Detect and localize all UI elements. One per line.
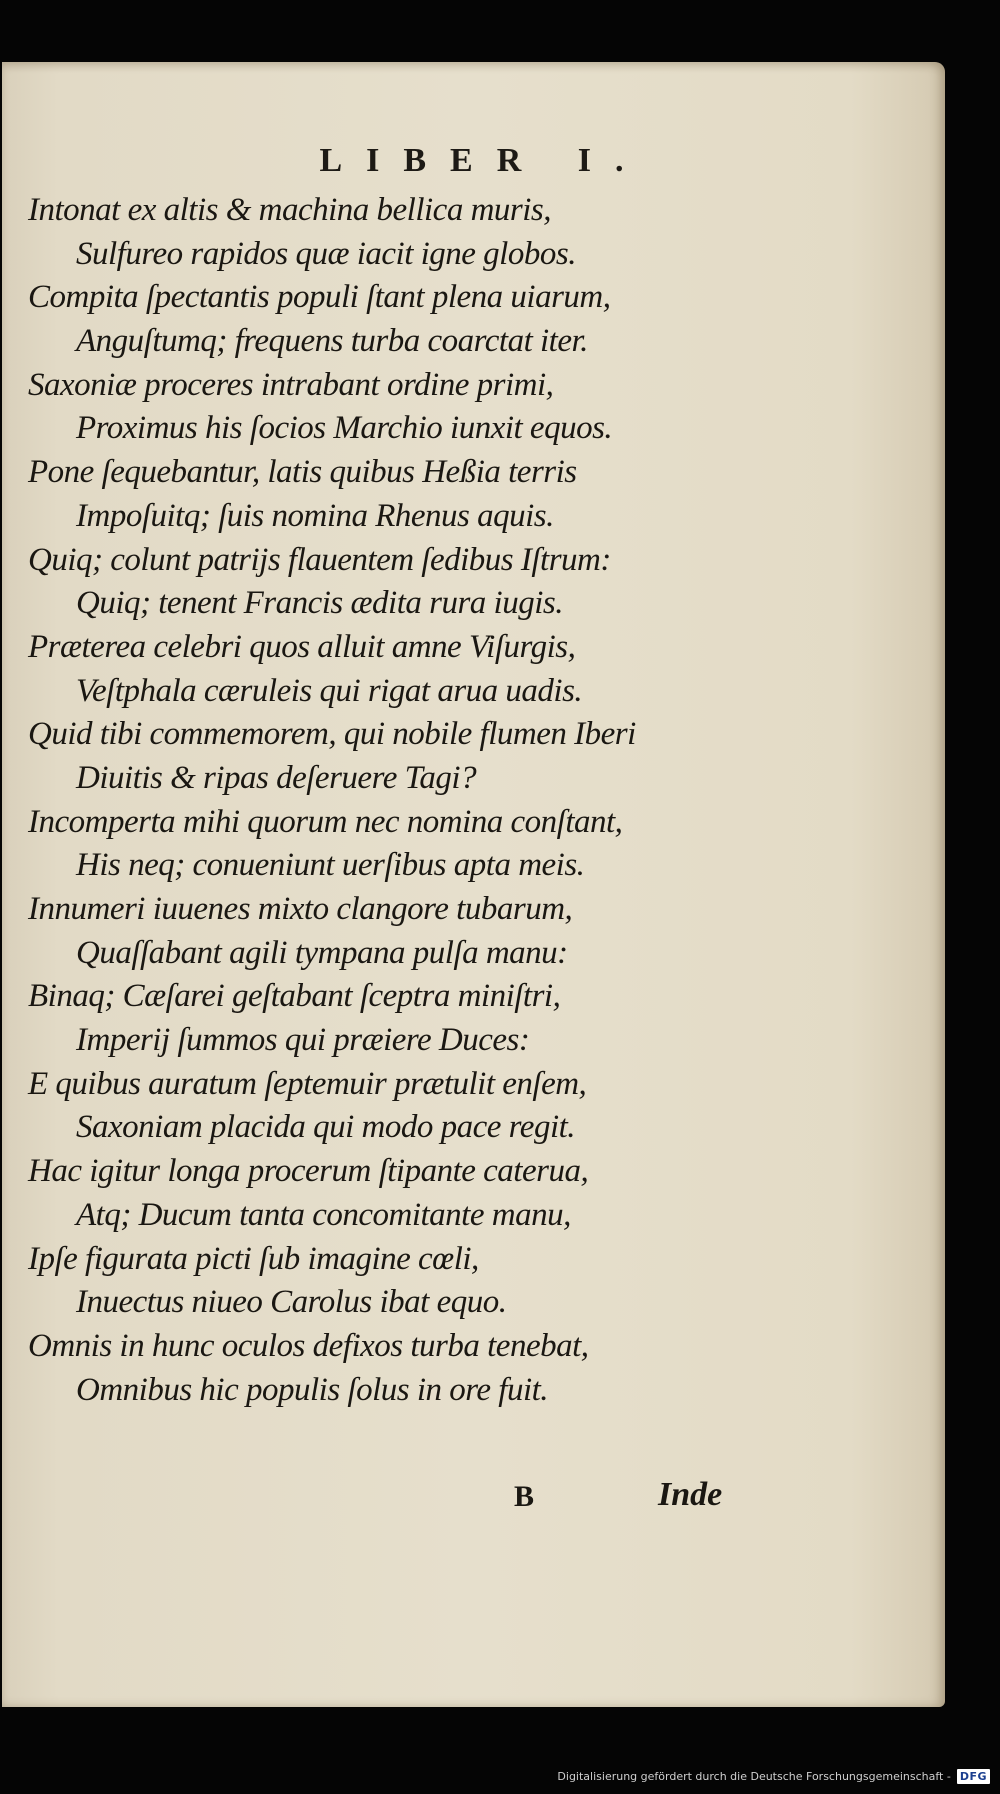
- verse-line: Binaq; Cæſarei geſtabant ſceptra miniſtri,: [28, 978, 561, 1015]
- footer-text: Digitalisierung gefördert durch die Deutsche Forschungsgemeinschaft -: [557, 1769, 951, 1783]
- verse-line: Proximus his ſocios Marchio iunxit equos.: [76, 410, 613, 447]
- verse-line: Omnis in hunc oculos defixos turba tenebat,: [28, 1327, 589, 1364]
- verse-line: Pone ſequebantur, latis quibus Heßia terris: [28, 454, 577, 491]
- verse-line: Compita ſpectantis populi ſtant plena uiarum,: [28, 279, 611, 316]
- digitization-footer: [557, 1764, 990, 1788]
- verse-line: Innumeri iuuenes mixto clangore tubarum,: [28, 891, 573, 927]
- signature-mark: B: [514, 1480, 535, 1513]
- verse-line: Inuectus niueo Carolus ibat equo.: [76, 1284, 507, 1321]
- verse-line: Præterea celebri quos alluit amne Viſurgis,: [28, 628, 576, 665]
- book-page: [2, 62, 945, 1707]
- catchword: Inde: [658, 1476, 723, 1513]
- verse-line: Incomperta mihi quorum nec nomina conſtant,: [28, 803, 623, 840]
- verse-line: His neq; conueniunt uerſibus apta meis.: [76, 847, 585, 884]
- verse-line: Saxoniam placida qui modo pace regit.: [76, 1109, 576, 1146]
- verse-line: Quiq; tenent Francis ædita rura iugis.: [76, 585, 563, 622]
- verse-line: Quaſſabant agili tympana pulſa manu:: [76, 934, 568, 971]
- verse-line: Imperij ſummos qui præiere Duces:: [76, 1022, 530, 1059]
- verse-line: Atq; Ducum tanta concomitante manu,: [76, 1196, 571, 1233]
- verse-line: Quiq; colunt patrijs flauentem ſedibus Iſtrum:: [28, 541, 611, 578]
- verse-line: Omnibus hic populis ſolus in ore fuit.: [76, 1371, 549, 1408]
- verse-line: Sulfureo rapidos quæ iacit igne globos.: [76, 235, 576, 272]
- verse-list: [28, 189, 928, 1412]
- verse-line: Ipſe figurata picti ſub imagine cœli,: [28, 1240, 479, 1277]
- verse-line: Impoſuitq; ſuis nomina Rhenus aquis.: [76, 497, 554, 534]
- verse-line: Hac igitur longa procerum ſtipante caterua,: [28, 1153, 589, 1190]
- running-header: LIBER I.: [319, 142, 648, 179]
- verse-line: Diuitis & ripas deſeruere Tagi?: [76, 759, 477, 796]
- verse-line: Intonat ex altis & machina bellica muris,: [28, 192, 552, 228]
- verse-line: Saxoniæ proceres intrabant ordine primi,: [28, 366, 554, 403]
- dfg-logo-icon: DFG: [957, 1769, 990, 1784]
- verse-line: Quid tibi commemorem, qui nobile flumen Iberi: [28, 716, 636, 753]
- verse-line: Anguſtumq; frequens turba coarctat iter.: [76, 323, 588, 360]
- verse-line: E quibus auratum ſeptemuir prætulit enſem,: [28, 1065, 587, 1102]
- verse-line: Veſtphala cæruleis qui rigat arua uadis.: [76, 672, 583, 709]
